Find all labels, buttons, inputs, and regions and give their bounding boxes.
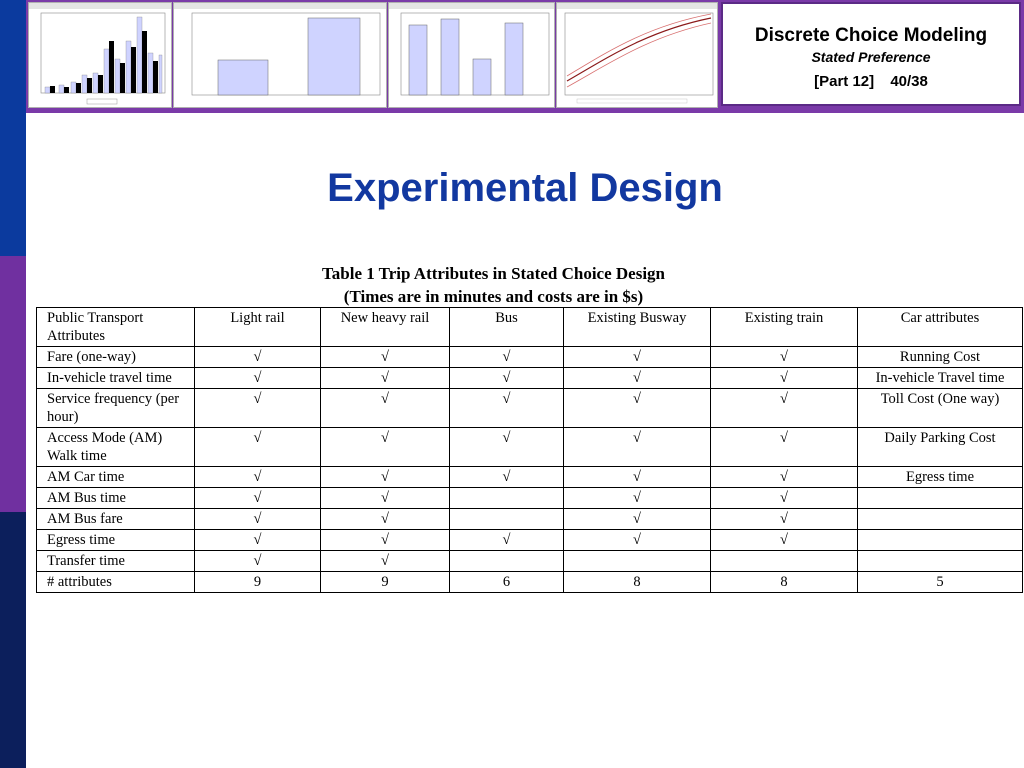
attribute-check-cell: √: [321, 509, 450, 530]
attribute-check-cell: √: [711, 509, 858, 530]
page-number: 40/38: [890, 73, 928, 90]
attribute-name-cell: AM Bus time: [37, 488, 195, 509]
attribute-check-cell: √: [321, 428, 450, 467]
attribute-check-cell: 8: [564, 572, 711, 593]
thumbnail-partial-effects: [556, 2, 718, 108]
attribute-check-cell: √: [564, 488, 711, 509]
header-cell: Bus: [450, 308, 564, 347]
attribute-name-cell: Access Mode (AM) Walk time: [37, 428, 195, 467]
attribute-check-cell: [711, 551, 858, 572]
header-cell: Public Transport Attributes: [37, 308, 195, 347]
table-row: [37, 368, 1023, 389]
attribute-check-cell: √: [564, 530, 711, 551]
attribute-check-cell: √: [195, 488, 321, 509]
attribute-check-cell: √: [450, 428, 564, 467]
course-title: Discrete Choice Modeling: [754, 25, 988, 46]
trip-attributes-table: [36, 307, 1023, 593]
band-segment-navy: [0, 512, 26, 768]
attribute-check-cell: [450, 488, 564, 509]
attribute-check-cell: √: [711, 347, 858, 368]
attribute-check-cell: √: [711, 530, 858, 551]
attribute-check-cell: √: [195, 530, 321, 551]
car-attribute-cell: Running Cost: [858, 347, 1023, 368]
header-cell: Car attributes: [858, 308, 1023, 347]
attribute-name-cell: # attributes: [37, 572, 195, 593]
attribute-check-cell: [450, 509, 564, 530]
header-cell: Existing train: [711, 308, 858, 347]
table-caption-line1: Table 1 Trip Attributes in Stated Choice Design: [321, 264, 666, 283]
attribute-name-cell: Transfer time: [37, 551, 195, 572]
attribute-check-cell: √: [321, 551, 450, 572]
table-row: [37, 347, 1023, 368]
attribute-check-cell: √: [711, 467, 858, 488]
attribute-check-cell: √: [450, 467, 564, 488]
attribute-check-cell: √: [450, 389, 564, 428]
attribute-check-cell: [564, 551, 711, 572]
attribute-check-cell: √: [450, 347, 564, 368]
attribute-check-cell: √: [195, 428, 321, 467]
course-subtitle: Stated Preference: [811, 49, 931, 65]
attribute-check-cell: √: [195, 347, 321, 368]
thumbnail-histogram: [28, 2, 172, 108]
attribute-check-cell: 6: [450, 572, 564, 593]
table-row: [37, 467, 1023, 488]
car-attribute-cell: Egress time: [858, 467, 1023, 488]
attribute-name-cell: In-vehicle travel time: [37, 368, 195, 389]
attribute-check-cell: √: [195, 551, 321, 572]
table-caption: [36, 262, 956, 308]
attribute-name-cell: Egress time: [37, 530, 195, 551]
attribute-check-cell: √: [564, 428, 711, 467]
table-row: [37, 389, 1023, 428]
attribute-check-cell: √: [195, 389, 321, 428]
thumbnail-bar-chart: [173, 2, 387, 108]
attribute-check-cell: √: [195, 368, 321, 389]
left-color-band: [0, 0, 26, 768]
attribute-name-cell: Service frequency (per hour): [37, 389, 195, 428]
attribute-check-cell: 9: [195, 572, 321, 593]
attribute-check-cell: √: [564, 467, 711, 488]
attribute-name-cell: AM Bus fare: [37, 509, 195, 530]
attribute-check-cell: [450, 551, 564, 572]
thumbnail-mode-chart: [388, 2, 555, 108]
table-row: [37, 488, 1023, 509]
attribute-check-cell: √: [564, 368, 711, 389]
band-segment-purple: [0, 256, 26, 512]
header-strip: [26, 0, 1024, 113]
table-caption-line2: (Times are in minutes and costs are in $s): [343, 287, 644, 306]
table-header-row: [37, 308, 1023, 347]
attribute-check-cell: √: [564, 509, 711, 530]
course-title-card: [721, 2, 1021, 106]
attribute-check-cell: √: [321, 467, 450, 488]
attribute-check-cell: √: [450, 530, 564, 551]
header-cell: Light rail: [195, 308, 321, 347]
attribute-check-cell: √: [711, 389, 858, 428]
attribute-check-cell: 8: [711, 572, 858, 593]
attribute-check-cell: √: [450, 368, 564, 389]
car-attribute-cell: Daily Parking Cost: [858, 428, 1023, 467]
attribute-check-cell: √: [321, 389, 450, 428]
table-row: [37, 551, 1023, 572]
car-attribute-cell: [858, 488, 1023, 509]
attribute-name-cell: Fare (one-way): [37, 347, 195, 368]
header-cell: New heavy rail: [321, 308, 450, 347]
attribute-check-cell: √: [195, 467, 321, 488]
table-row: [37, 428, 1023, 467]
attribute-check-cell: √: [195, 509, 321, 530]
part-page-indicator: [723, 73, 1019, 90]
car-attribute-cell: [858, 509, 1023, 530]
car-attribute-cell: [858, 530, 1023, 551]
attribute-check-cell: √: [711, 488, 858, 509]
attribute-check-cell: 9: [321, 572, 450, 593]
attribute-check-cell: √: [564, 389, 711, 428]
attribute-check-cell: √: [711, 368, 858, 389]
car-attribute-cell: Toll Cost (One way): [858, 389, 1023, 428]
header-cell: Existing Busway: [564, 308, 711, 347]
attribute-name-cell: AM Car time: [37, 467, 195, 488]
attribute-check-cell: √: [321, 368, 450, 389]
attribute-check-cell: √: [321, 347, 450, 368]
car-attribute-cell: [858, 551, 1023, 572]
band-segment-blue: [0, 0, 26, 256]
attribute-check-cell: √: [711, 428, 858, 467]
slide-title: Experimental Design: [327, 166, 723, 210]
car-attribute-cell: 5: [858, 572, 1023, 593]
table-row: [37, 530, 1023, 551]
attribute-check-cell: √: [321, 488, 450, 509]
attribute-check-cell: √: [321, 530, 450, 551]
part-label: [Part 12]: [814, 73, 875, 90]
table-row: [37, 509, 1023, 530]
attribute-check-cell: √: [564, 347, 711, 368]
table-row: [37, 572, 1023, 593]
car-attribute-cell: In-vehicle Travel time: [858, 368, 1023, 389]
